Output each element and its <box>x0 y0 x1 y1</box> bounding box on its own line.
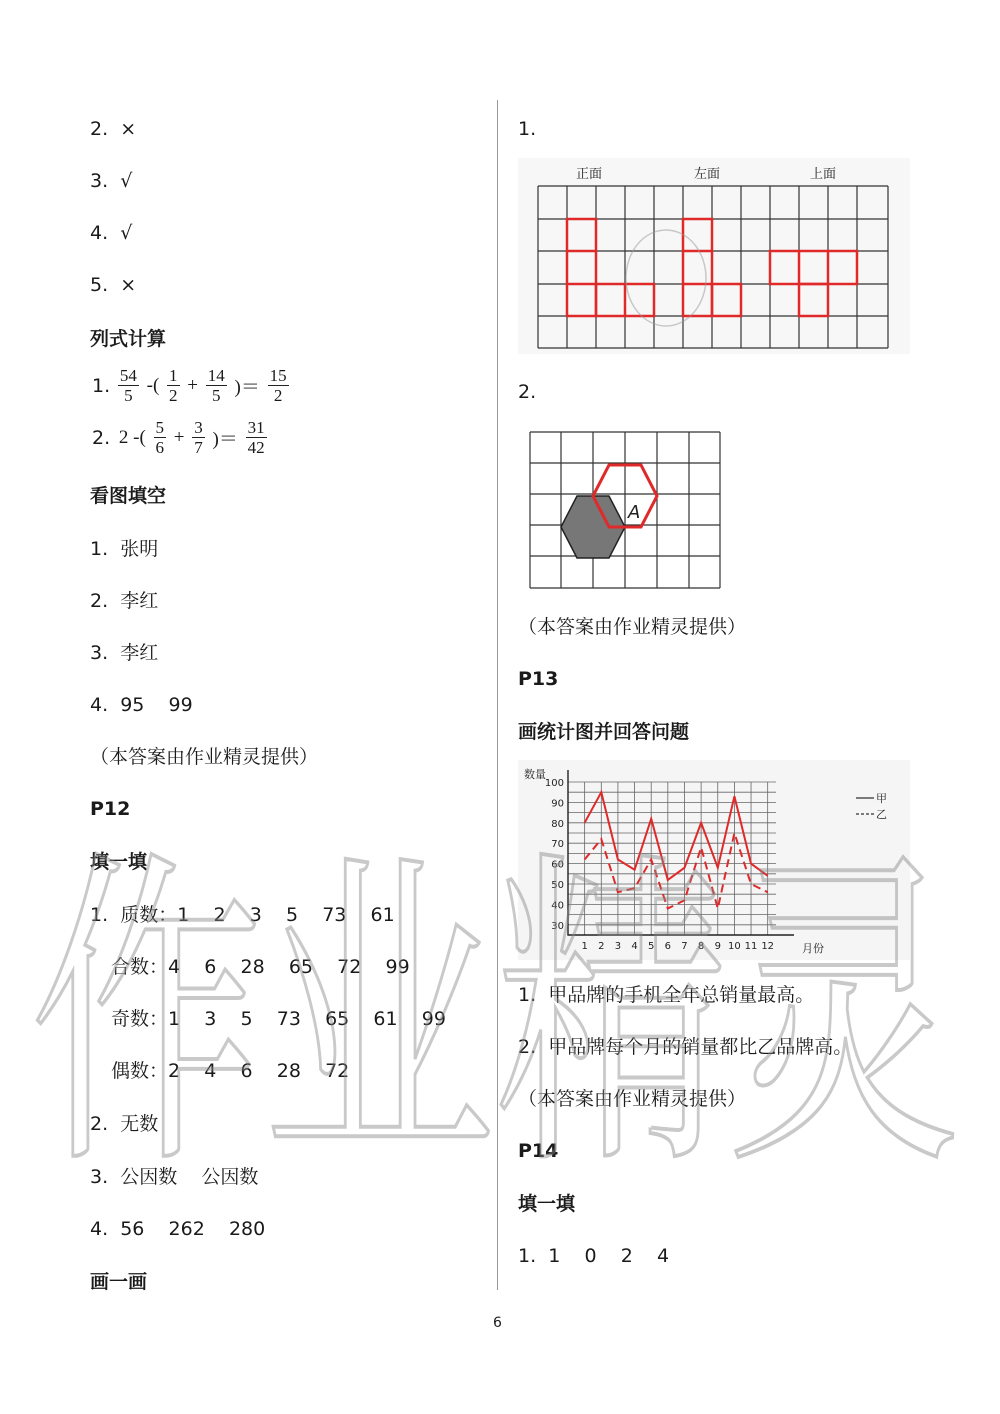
page-marker-p13: P13 <box>518 668 559 690</box>
prime-numbers: 1. 质数：1 2 3 5 73 61 <box>90 904 395 926</box>
legend-yi: 乙 <box>876 808 887 821</box>
hexagon-label: A <box>628 502 641 523</box>
graph-answer: 4. 95 99 <box>90 694 193 716</box>
page-number: 6 <box>493 1315 502 1331</box>
view-label: 上面 <box>810 167 837 182</box>
question-number: 1. <box>518 118 537 140</box>
x-tick-label: 1 <box>581 941 588 952</box>
section-heading-fill: 填一填 <box>90 851 148 873</box>
section-heading-graph: 看图填空 <box>90 485 167 507</box>
credit-line: （本答案由作业精灵提供） <box>518 1088 747 1110</box>
fill2-answer: 1. 1 0 2 4 <box>518 1245 670 1267</box>
y-tick-label: 50 <box>551 880 564 891</box>
graph-answer: 2. 李红 <box>90 590 159 612</box>
judge-item: 5. × <box>90 274 137 296</box>
calc-expression-2: 2. 2 -( $\frac{5}{6}$ + $\frac{3}{7}$ )＝ $\frac{31}{42}$ <box>92 418 265 457</box>
fraction: $\frac{5}{6}$ <box>155 418 165 457</box>
judge-item: 3. √ <box>90 170 133 192</box>
section-heading-draw: 画一画 <box>90 1271 148 1293</box>
credit-line: （本答案由作业精灵提供） <box>518 616 747 638</box>
view-label: 正面 <box>576 167 603 182</box>
section-heading-fill2: 填一填 <box>518 1193 576 1215</box>
fraction: $\frac{14}{5}$ <box>207 366 225 405</box>
credit-line: （本答案由作业精灵提供） <box>90 746 319 768</box>
y-tick-label: 30 <box>551 920 564 932</box>
x-tick-label: 3 <box>614 941 622 952</box>
x-tick-label: 9 <box>714 941 721 952</box>
y-tick-label: 100 <box>544 778 564 789</box>
x-tick-label: 4 <box>631 941 638 952</box>
x-tick-label: 8 <box>697 941 705 952</box>
y-tick-label: 90 <box>551 798 564 810</box>
y-tick-label: 70 <box>551 839 564 851</box>
chart-answer: 2. 甲品牌每个月的销量都比乙品牌高。 <box>518 1036 853 1058</box>
fraction: $\frac{54}{5}$ <box>119 366 137 405</box>
odd-numbers: 奇数：1 3 5 73 65 61 99 <box>111 1008 446 1030</box>
calc-expression-1: 1. $\frac{54}{5}$ -( $\frac{1}{2}$ + $\frac{14}{5}$ )＝ $\frac{15}{2}$ <box>92 366 287 405</box>
graph-answer: 3. 李红 <box>90 642 159 664</box>
page-marker-p14: P14 <box>518 1140 559 1162</box>
column-divider <box>497 100 498 1290</box>
x-tick-label: 6 <box>664 941 672 952</box>
composite-numbers: 合数：4 6 28 65 72 99 <box>111 956 410 978</box>
fraction: $\frac{1}{2}$ <box>169 366 178 405</box>
judge-item: 2. × <box>90 118 137 140</box>
three-views-figure <box>518 158 910 354</box>
x-tick-label: 10 <box>728 941 741 952</box>
chart-answer: 1. 甲品牌的手机全年总销量最高。 <box>518 984 815 1006</box>
x-tick-label: 12 <box>761 941 775 952</box>
y-tick-label: 60 <box>551 859 564 871</box>
fill-answer: 4. 56 262 280 <box>90 1218 266 1240</box>
question-number: 2. <box>518 381 537 403</box>
y-tick-label: 40 <box>551 900 564 912</box>
x-tick-label: 11 <box>744 941 758 952</box>
page-marker-p12: P12 <box>90 798 131 820</box>
section-heading-chart: 画统计图并回答问题 <box>518 721 690 743</box>
sales-line-chart <box>518 760 910 960</box>
x-tick-label: 2 <box>598 941 605 952</box>
x-tick-label: 7 <box>681 941 688 952</box>
y-tick-label: 80 <box>551 818 564 830</box>
even-numbers: 偶数：2 4 6 28 72 <box>111 1060 350 1082</box>
legend-jia: 甲 <box>876 792 887 805</box>
fraction: $\frac{15}{2}$ <box>269 366 287 405</box>
graph-answer: 1. 张明 <box>90 538 159 560</box>
view-label: 左面 <box>694 167 721 182</box>
watermark-text: 作业精灵 <box>30 824 960 1200</box>
x-tick-label: 5 <box>648 941 655 952</box>
section-heading-calc: 列式计算 <box>90 328 167 350</box>
fraction: $\frac{31}{42}$ <box>247 418 265 457</box>
fraction: $\frac{3}{7}$ <box>194 418 203 457</box>
judge-item: 4. √ <box>90 222 133 244</box>
hexagon-figure <box>528 430 723 592</box>
fill-answer: 3. 公因数 公因数 <box>90 1166 259 1188</box>
fill-answer: 2. 无数 <box>90 1113 159 1135</box>
y-axis-label: 数量 <box>524 768 546 781</box>
x-axis-label: 月份 <box>802 942 824 955</box>
